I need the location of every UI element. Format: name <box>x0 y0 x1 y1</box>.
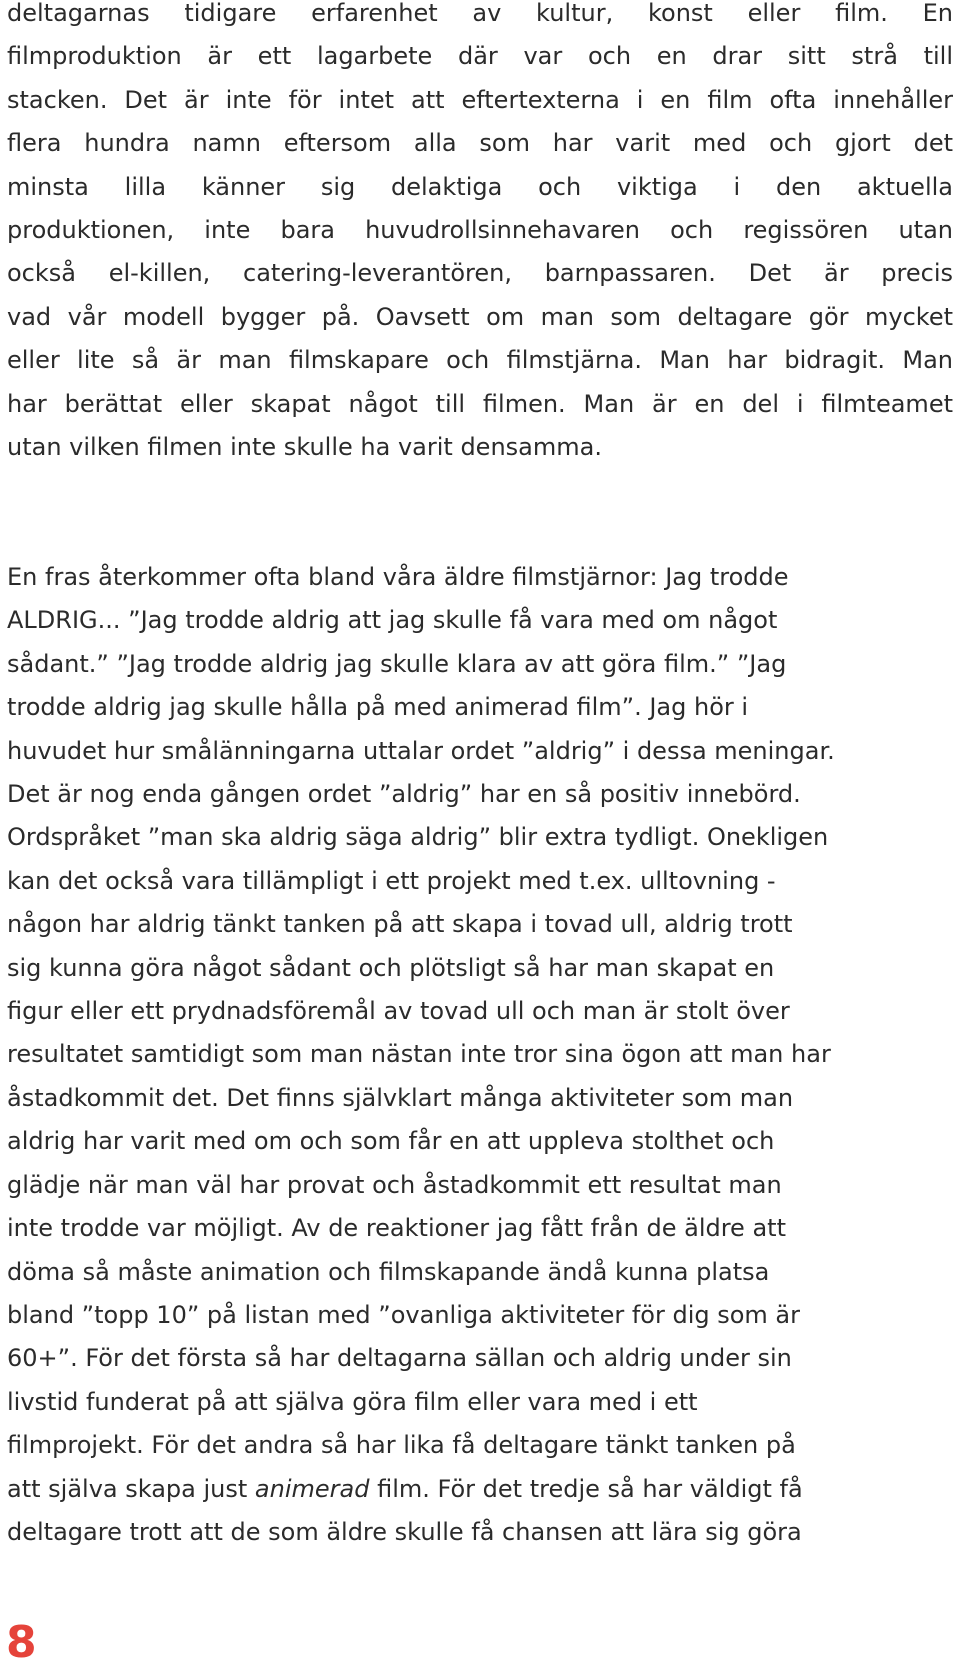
text-line: huvudet hur smålänningarna uttalar ordet ”aldrig” i dessa meningar. <box>7 736 835 765</box>
text-line: stacken. Det är inte för intet att eftertexterna i en film ofta innehåller <box>7 85 953 114</box>
body-paragraph-1 <box>7 0 953 469</box>
text-line: trodde aldrig jag skulle hålla på med animerad film”. Jag hör i <box>7 693 749 722</box>
text-line: minsta lilla känner sig delaktiga och viktiga i den aktuella <box>7 172 953 201</box>
text-line: eller lite så är man filmskapare och filmstjärna. Man har bidragit. Man <box>7 346 953 375</box>
text-line-with-emphasis <box>7 1468 953 1511</box>
text-line: kan det också vara tillämpligt i ett projekt med t.ex. ulltovning - <box>7 866 776 895</box>
text-line: resultatet samtidigt som man nästan inte tror sina ögon att man har <box>7 1040 831 1069</box>
text-run: film. För det tredje så har väldigt få <box>369 1474 803 1503</box>
text-line: ALDRIG... ”Jag trodde aldrig att jag skulle få vara med om något <box>7 606 778 635</box>
text-line: har berättat eller skapat något till filmen. Man är en del i filmteamet <box>7 389 953 418</box>
text-line: åstadkommit det. Det finns självklart många aktiviteter som man <box>7 1083 794 1112</box>
text-line: någon har aldrig tänkt tanken på att skapa i tovad ull, aldrig trott <box>7 910 793 939</box>
emphasized-word: animerad <box>254 1474 370 1503</box>
text-line: filmproduktion är ett lagarbete där var och en drar sitt strå till <box>7 42 953 71</box>
text-line: aldrig har varit med om och som får en att uppleva stolthet och <box>7 1127 775 1156</box>
text-line: inte trodde var möjligt. Av de reaktioner jag fått från de äldre att <box>7 1214 786 1243</box>
text-line: vad vår modell bygger på. Oavsett om man som deltagare gör mycket <box>7 302 953 331</box>
body-paragraph-2 <box>7 556 953 1554</box>
text-line: glädje när man väl har provat och åstadkommit ett resultat man <box>7 1170 782 1199</box>
text-line: flera hundra namn eftersom alla som har varit med och gjort det <box>7 129 953 158</box>
text-line: utan vilken filmen inte skulle ha varit densamma. <box>7 433 602 462</box>
text-line: bland ”topp 10” på listan med ”ovanliga aktiviteter för dig som är <box>7 1300 800 1329</box>
text-line: En fras återkommer ofta bland våra äldre filmstjärnor: Jag trodde <box>7 563 789 591</box>
text-line: också el-killen, catering-leverantören, barnpassaren. Det är precis <box>7 259 953 288</box>
page-number: 8 <box>6 1617 37 1668</box>
text-line: deltagare trott att de som äldre skulle få chansen att lära sig göra <box>7 1517 802 1546</box>
text-line: figur eller ett prydnadsföremål av tovad ull och man är stolt över <box>7 997 790 1026</box>
text-line: Ordspråket ”man ska aldrig säga aldrig” blir extra tydligt. Onekligen <box>7 823 829 852</box>
text-line: livstid funderat på att själva göra film eller vara med i ett <box>7 1387 698 1416</box>
text-run: att själva skapa just <box>7 1474 255 1503</box>
text-line: filmprojekt. För det andra så har lika få deltagare tänkt tanken på <box>7 1431 796 1460</box>
text-line: produktionen, inte bara huvudrollsinnehavaren och regissören utan <box>7 216 953 245</box>
text-line: sig kunna göra något sådant och plötsligt så har man skapat en <box>7 953 775 982</box>
text-line: deltagarnas tidigare erfarenhet av kultur, konst eller film. En <box>7 0 953 27</box>
text-line: döma så måste animation och filmskapande ändå kunna platsa <box>7 1257 770 1286</box>
text-line: 60+”. För det första så har deltagarna sällan och aldrig under sin <box>7 1344 792 1373</box>
text-line: sådant.” ”Jag trodde aldrig jag skulle klara av att göra film.” ”Jag <box>7 649 787 678</box>
text-line: Det är nog enda gången ordet ”aldrig” har en så positiv innebörd. <box>7 780 801 809</box>
